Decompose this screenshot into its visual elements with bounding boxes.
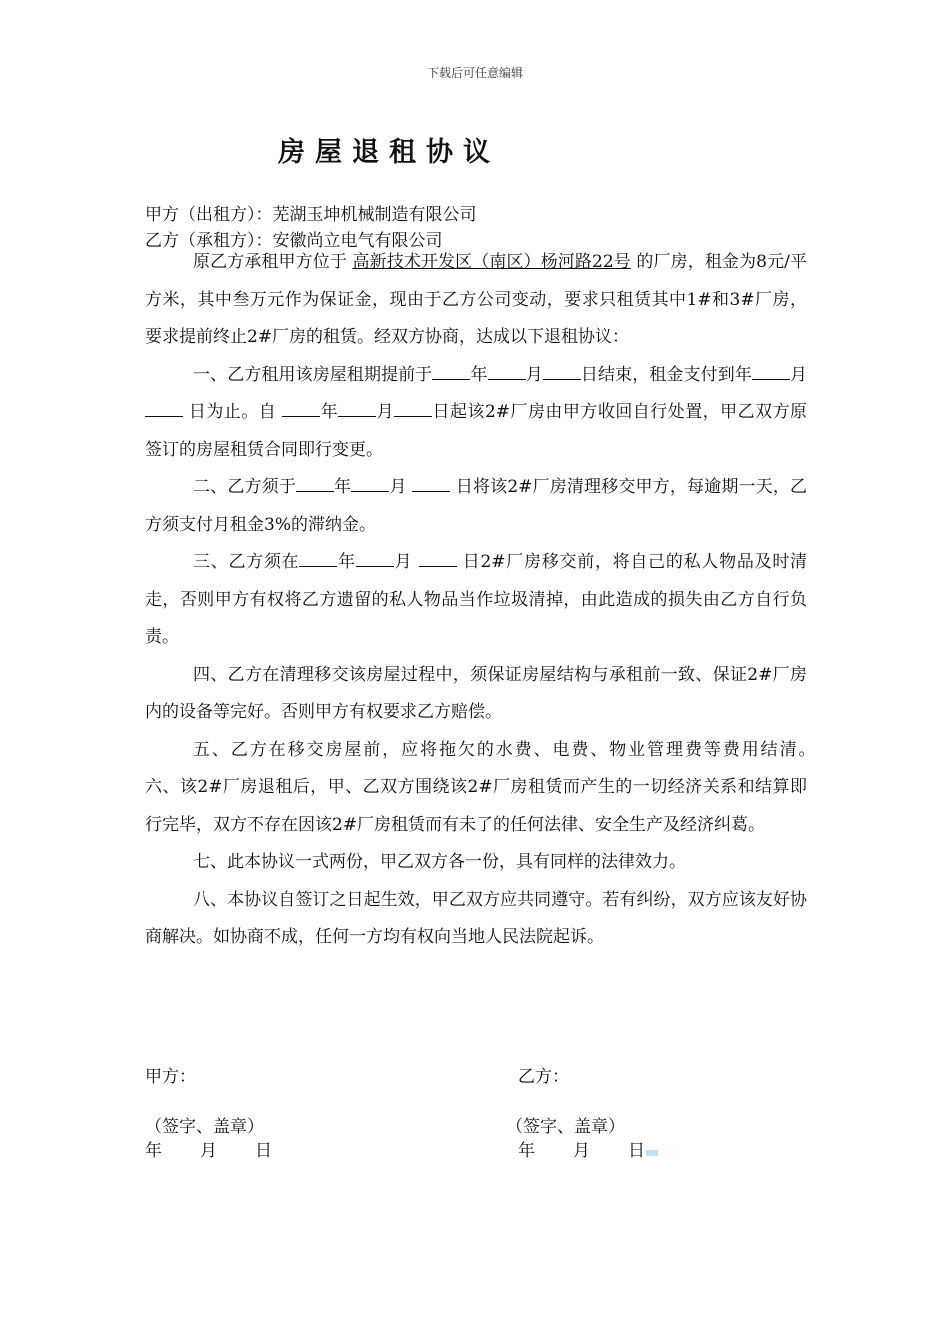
clause-4: 四、乙方在清理移交该房屋过程中，须保证房屋结构与承租前一致、保证2#厂房内的设备等完好。否则甲方有权要求乙方赔偿。 xyxy=(145,664,807,722)
party-b-line: 乙方（承租方）：安徽尚立电气有限公司 xyxy=(145,231,443,251)
party-a-signature-label: 甲方： xyxy=(145,1067,196,1087)
party-a-date: 年 月 日 xyxy=(145,1141,272,1161)
clause-7: 七、此本协议一式两份，甲乙双方各一份，具有同样的法律效力。 xyxy=(193,852,686,872)
clause-5-6 xyxy=(145,732,807,845)
header-note: 下载后可任意编辑 xyxy=(426,66,523,80)
agreement-body xyxy=(145,244,807,957)
clause-5: 五、乙方在移交房屋前，应将拖欠的水费、电费、物业管理费等费用结清。 xyxy=(193,739,807,760)
clause-8: 八、本协议自签订之日起生效，甲乙双方应共同遵守。若有纠纷，双方应该友好协商解决。如协商不成，任何一方均有权向当地人民法院起诉。 xyxy=(145,889,807,947)
party-a-sign-note: （签字、盖章） xyxy=(145,1117,264,1137)
property-address: 高新技术开发区（南区）杨河路22号 xyxy=(352,252,631,272)
clause-6: 六、该2#厂房退租后，甲、乙双方围绕该2#厂房租赁而产生的一切经济关系和结算即行完毕，双方不存在因该2#厂房租赁而有未了的任何法律、安全生产及经济纠葛。 xyxy=(145,777,807,835)
clause-3: 三、乙方须在 年 月 日2#厂房移交前，将自己的私人物品及时清走，否则甲方有权将乙方遗留的私人物品当作垃圾清掉，由此造成的损失由乙方自行负责。 xyxy=(145,544,807,657)
document-title: 房屋退租协议 xyxy=(278,137,500,168)
clause-1: 一、乙方租用该房屋租期提前于 年 月 日结束，租金支付到年 月 日为止。自 年 月 日起该2#厂房由甲方收回自行处置，甲乙双方原签订的房屋租赁合同即行变更。 xyxy=(145,357,807,470)
party-b-date: 年 月 日 xyxy=(518,1136,658,1161)
cursor-highlight xyxy=(646,1150,658,1156)
intro-paragraph: 原乙方承租甲方位于 高新技术开发区（南区）杨河路22号 的厂房，租金为8元/平方米，其中叁万元作为保证金，现由于乙方公司变动，要求只租赁其中1#和3#厂房，要求提前终止2#厂房的租赁。经双方协商，达成以下退租协议： xyxy=(145,252,808,347)
party-b-signature-label: 乙方： xyxy=(518,1067,569,1087)
clause-2: 二、乙方须于 年 月 日将该2#厂房清理移交甲方，每逾期一天，乙方须支付月租金3%的滞纳金。 xyxy=(145,469,807,544)
party-a-line: 甲方（出租方）：芜湖玉坤机械制造有限公司 xyxy=(145,205,477,225)
party-b-sign-note: （签字、盖章） xyxy=(506,1117,625,1137)
